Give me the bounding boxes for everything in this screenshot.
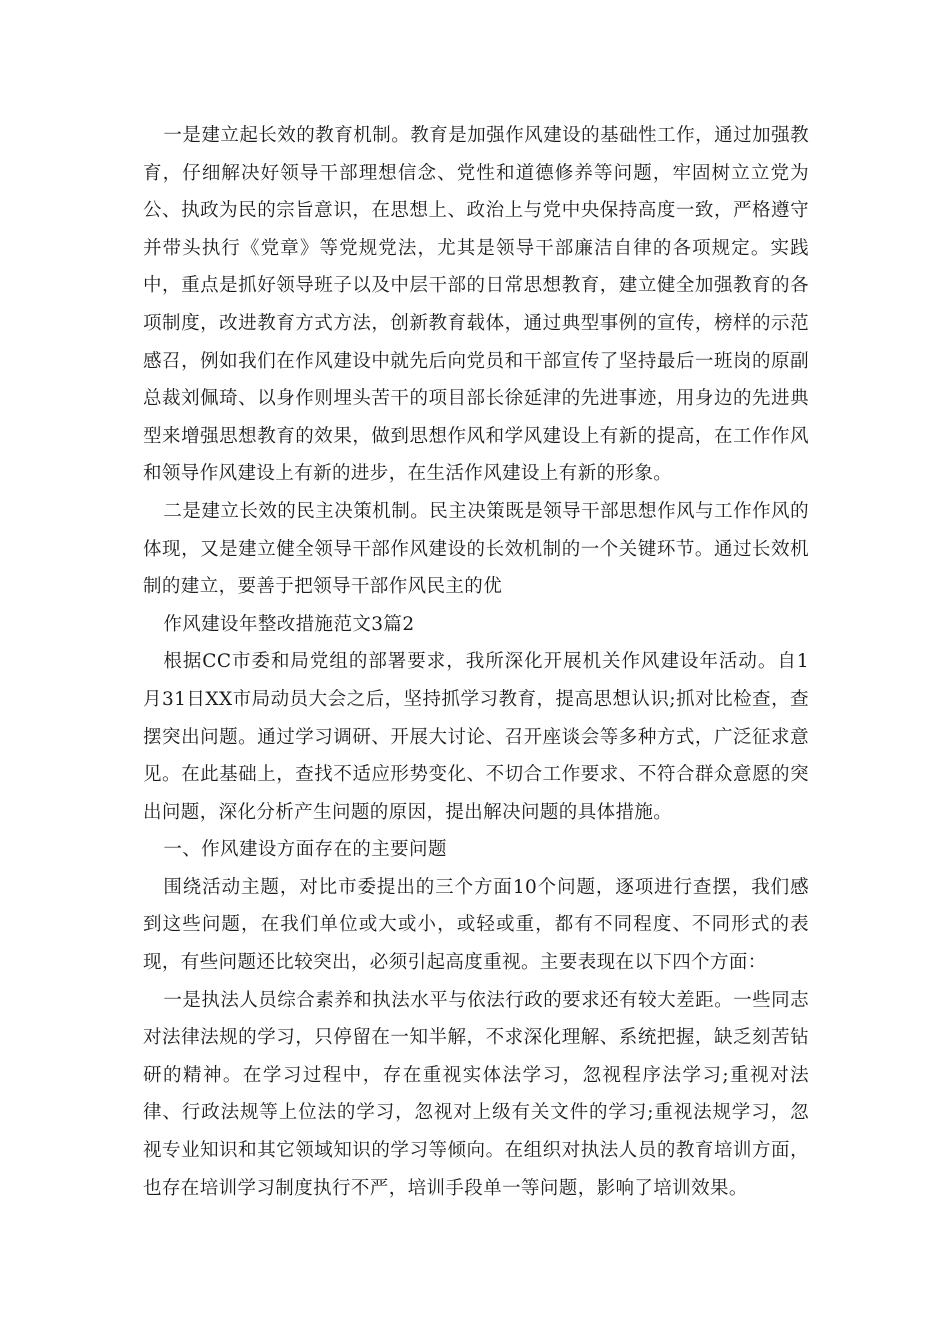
paragraph-intro: 根据CC市委和局党组的部署要求，我所深化开展机关作风建设年活动。自1月31日XX市局动员大会之后，坚持抓学习教育，提高思想认识;抓对比检查，查摆突出问题。通过学习调研、开展大讨论、召开座谈会等多种方式，广泛征求意见。在此基础上，查找不适应形势变化、不切合工作要求、不符合群众意愿的突出问题，深化分析产生问题的原因，提出解决问题的具体措施。 — [143, 651, 809, 823]
subsection-heading: 一、作风建设方面存在的主要问题 — [163, 839, 447, 861]
paragraph-law-enforcement: 一是执法人员综合素养和执法水平与依法行政的要求还有较大差距。一些同志对法律法规的学习，只停留在一知半解，不求深化理解、系统把握，缺乏刻苦钻研的精神。在学习过程中，存在重视实体法学习，忽视程序法学习;重视对法律、行政法规等上位法的学习，忽视对上级有关文件的学习;重视法规学习，忽视专业知识和其它领域知识的学习等倾向。在组织对执法人员的教育培训方面，也存在培训学习制度执行不严，培训手段单一等问题，影响了培训效果。 — [143, 989, 809, 1199]
document-body — [143, 117, 809, 1207]
paragraph-democratic-decision: 二是建立长效的民主决策机制。民主决策既是领导干部思想作风与工作作风的体现，又是建立健全领导干部作风建设的长效机制的一个关键环节。通过长效机制的建立，要善于把领导干部作风民主的优 — [143, 500, 809, 598]
paragraph-problems-overview: 围绕活动主题，对比市委提出的三个方面10个问题，逐项进行查摆，我们感到这些问题，在我们单位或大或小，或轻或重，都有不同程度、不同形式的表现，有些问题还比较突出，必须引起高度重视。主要表现在以下四个方面： — [143, 876, 809, 974]
section-title: 作风建设年整改措施范文3篇2 — [163, 613, 415, 635]
paragraph-education-mechanism: 一是建立起长效的教育机制。教育是加强作风建设的基础性工作，通过加强教育，仔细解决好领导干部理想信念、党性和道德修养等问题，牢固树立立党为公、执政为民的宗旨意识，在思想上、政治上与党中央保持高度一致，严格遵守并带头执行《党章》等党规党法，尤其是领导干部廉洁自律的各项规定。实践中，重点是抓好领导班子以及中层干部的日常思想教育，建立健全加强教育的各项制度，改进教育方式方法，创新教育载体，通过典型事例的宣传，榜样的示范感召，例如我们在作风建设中就先后向党员和干部宣传了坚持最后一班岗的原副总裁刘佩琦、以身作则埋头苦干的项目部长徐延津的先进事迹，用身边的先进典型来增强思想教育的效果，做到思想作风和学风建设上有新的提高，在工作作风和领导作风建设上有新的进步，在生活作风建设上有新的形象。 — [143, 125, 809, 485]
